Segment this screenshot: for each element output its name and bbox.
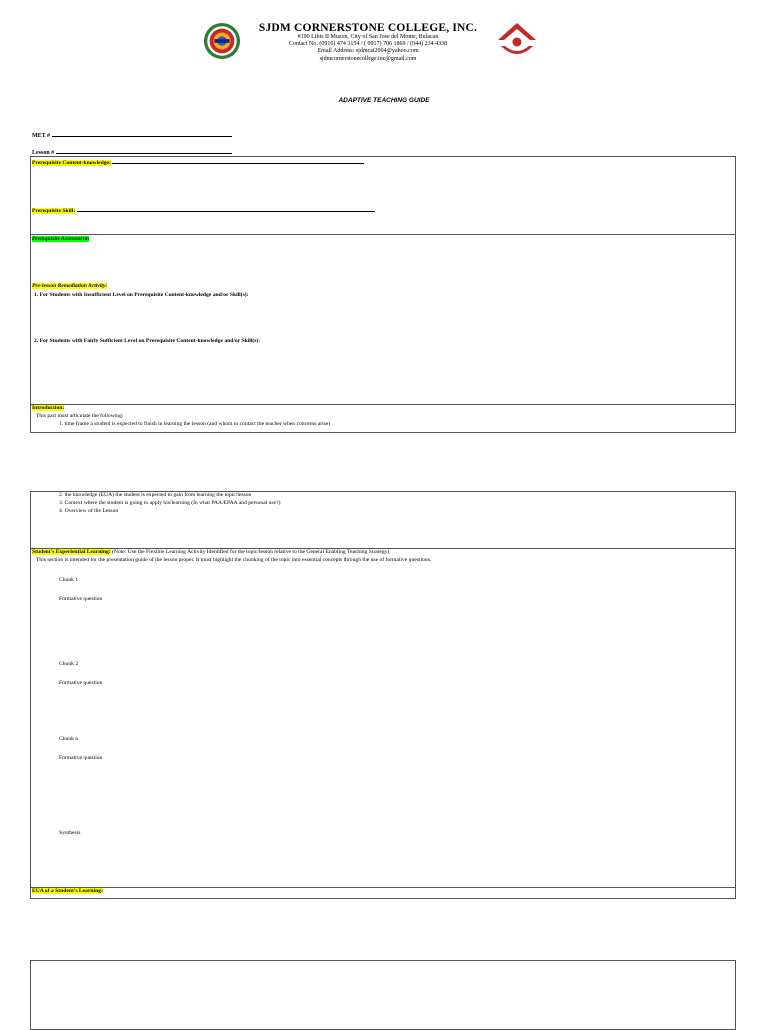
college-seal-logo	[203, 22, 241, 60]
college-name: SJDM CORNERSTONE COLLEGE, INC.	[258, 22, 478, 34]
divider	[30, 887, 735, 888]
remediation-item-1: 1. For Students with Insufficient Level on Prerequisite Content-knowledge and/or Skill(s):	[34, 292, 249, 298]
chunk-1-label: Chunk 1	[59, 577, 79, 583]
address-line: #190 Libis II Muzon, City of San Jose del Monte, Bulacan	[297, 34, 439, 40]
divider	[30, 404, 735, 405]
skill-field	[32, 205, 375, 215]
cornerstone-emblem-logo	[496, 22, 538, 60]
content-knowledge-blank[interactable]	[112, 157, 364, 164]
synthesis-label: Synthesis	[59, 830, 81, 836]
intro-item-2: 2. the knowledge (EUA) the student is expected to gain from learning the topic/lesson	[59, 492, 252, 498]
introduction-note: This part must articulate the following:	[36, 413, 124, 419]
eua-label: EUA of a Student's Learning:	[32, 888, 103, 894]
next-section-box	[30, 960, 736, 1030]
remediation-field	[32, 283, 107, 290]
intro-item-3: 3. Context where the student is going to apply his/learning (In what PAA/EPAA and personal use?)	[59, 500, 281, 506]
introduction-item-1: 1. time frame a student is expected to finish in learning the lesson (and whom to contact the teacher when concerns arise)	[59, 421, 331, 427]
remediation-label: Pre-lesson Remediation Activity:	[32, 283, 108, 289]
met-field	[32, 130, 232, 139]
experiential-description: This section is intended for the presentation guide of the lesson proper. It must highlight the chunking of the topic into essential concepts through the use of formative questions.	[36, 557, 432, 563]
chunk-2-label: Chunk 2	[59, 661, 79, 667]
email-line: Email Address: sjdmcai2004@yahoo.com	[317, 48, 419, 55]
email-line-2: sjdmcornerstonecollege.inc@gmail.com	[319, 55, 417, 62]
skill-blank[interactable]	[77, 205, 375, 212]
lesson-field	[32, 147, 232, 156]
introduction-label: Introduction:	[32, 405, 65, 411]
met-label: MET #	[32, 133, 51, 139]
content-knowledge-label: Prerequisite Content-knowledge:	[32, 160, 111, 166]
assessment-field	[32, 236, 89, 243]
lesson-label: Lesson #	[32, 150, 55, 156]
chunk-n-label: Chunk n	[59, 736, 79, 742]
formative-question-1: Formative question	[59, 596, 103, 602]
remediation-item-2: 2. For Students with Fairly Sufficient Level on Prerequisite Content-knowledge and/or Skill(s):	[34, 338, 261, 344]
contact-line: Contact No. (0916) 474 3154 / ( 0917) 706 1869 / (044) 234 4338	[288, 41, 448, 48]
document-title: ADAPTIVE TEACHING GUIDE	[338, 97, 430, 104]
assessment-label: Prerequisite Assessment:	[32, 236, 90, 242]
experiential-label: Student's Experiential Learning:	[32, 549, 111, 555]
introduction-field	[32, 405, 64, 412]
eua-field	[32, 888, 103, 895]
formative-question-2: Formative question	[59, 680, 103, 686]
divider	[30, 234, 735, 235]
skill-label: Prerequisite Skill:	[32, 208, 76, 214]
content-knowledge-field	[32, 157, 364, 167]
intro-item-4: 4. Overview of the Lesson	[59, 508, 119, 514]
experiential-note: (Note: Use the Flexible Learning Activity Identified for the topic/lesson relative to the General Enabling Teaching Strategy)	[110, 549, 390, 555]
college-header	[250, 22, 486, 63]
formative-question-n: Formative question	[59, 755, 103, 761]
met-blank[interactable]	[52, 130, 232, 137]
lesson-blank[interactable]	[56, 147, 232, 154]
experiential-field	[32, 549, 389, 556]
